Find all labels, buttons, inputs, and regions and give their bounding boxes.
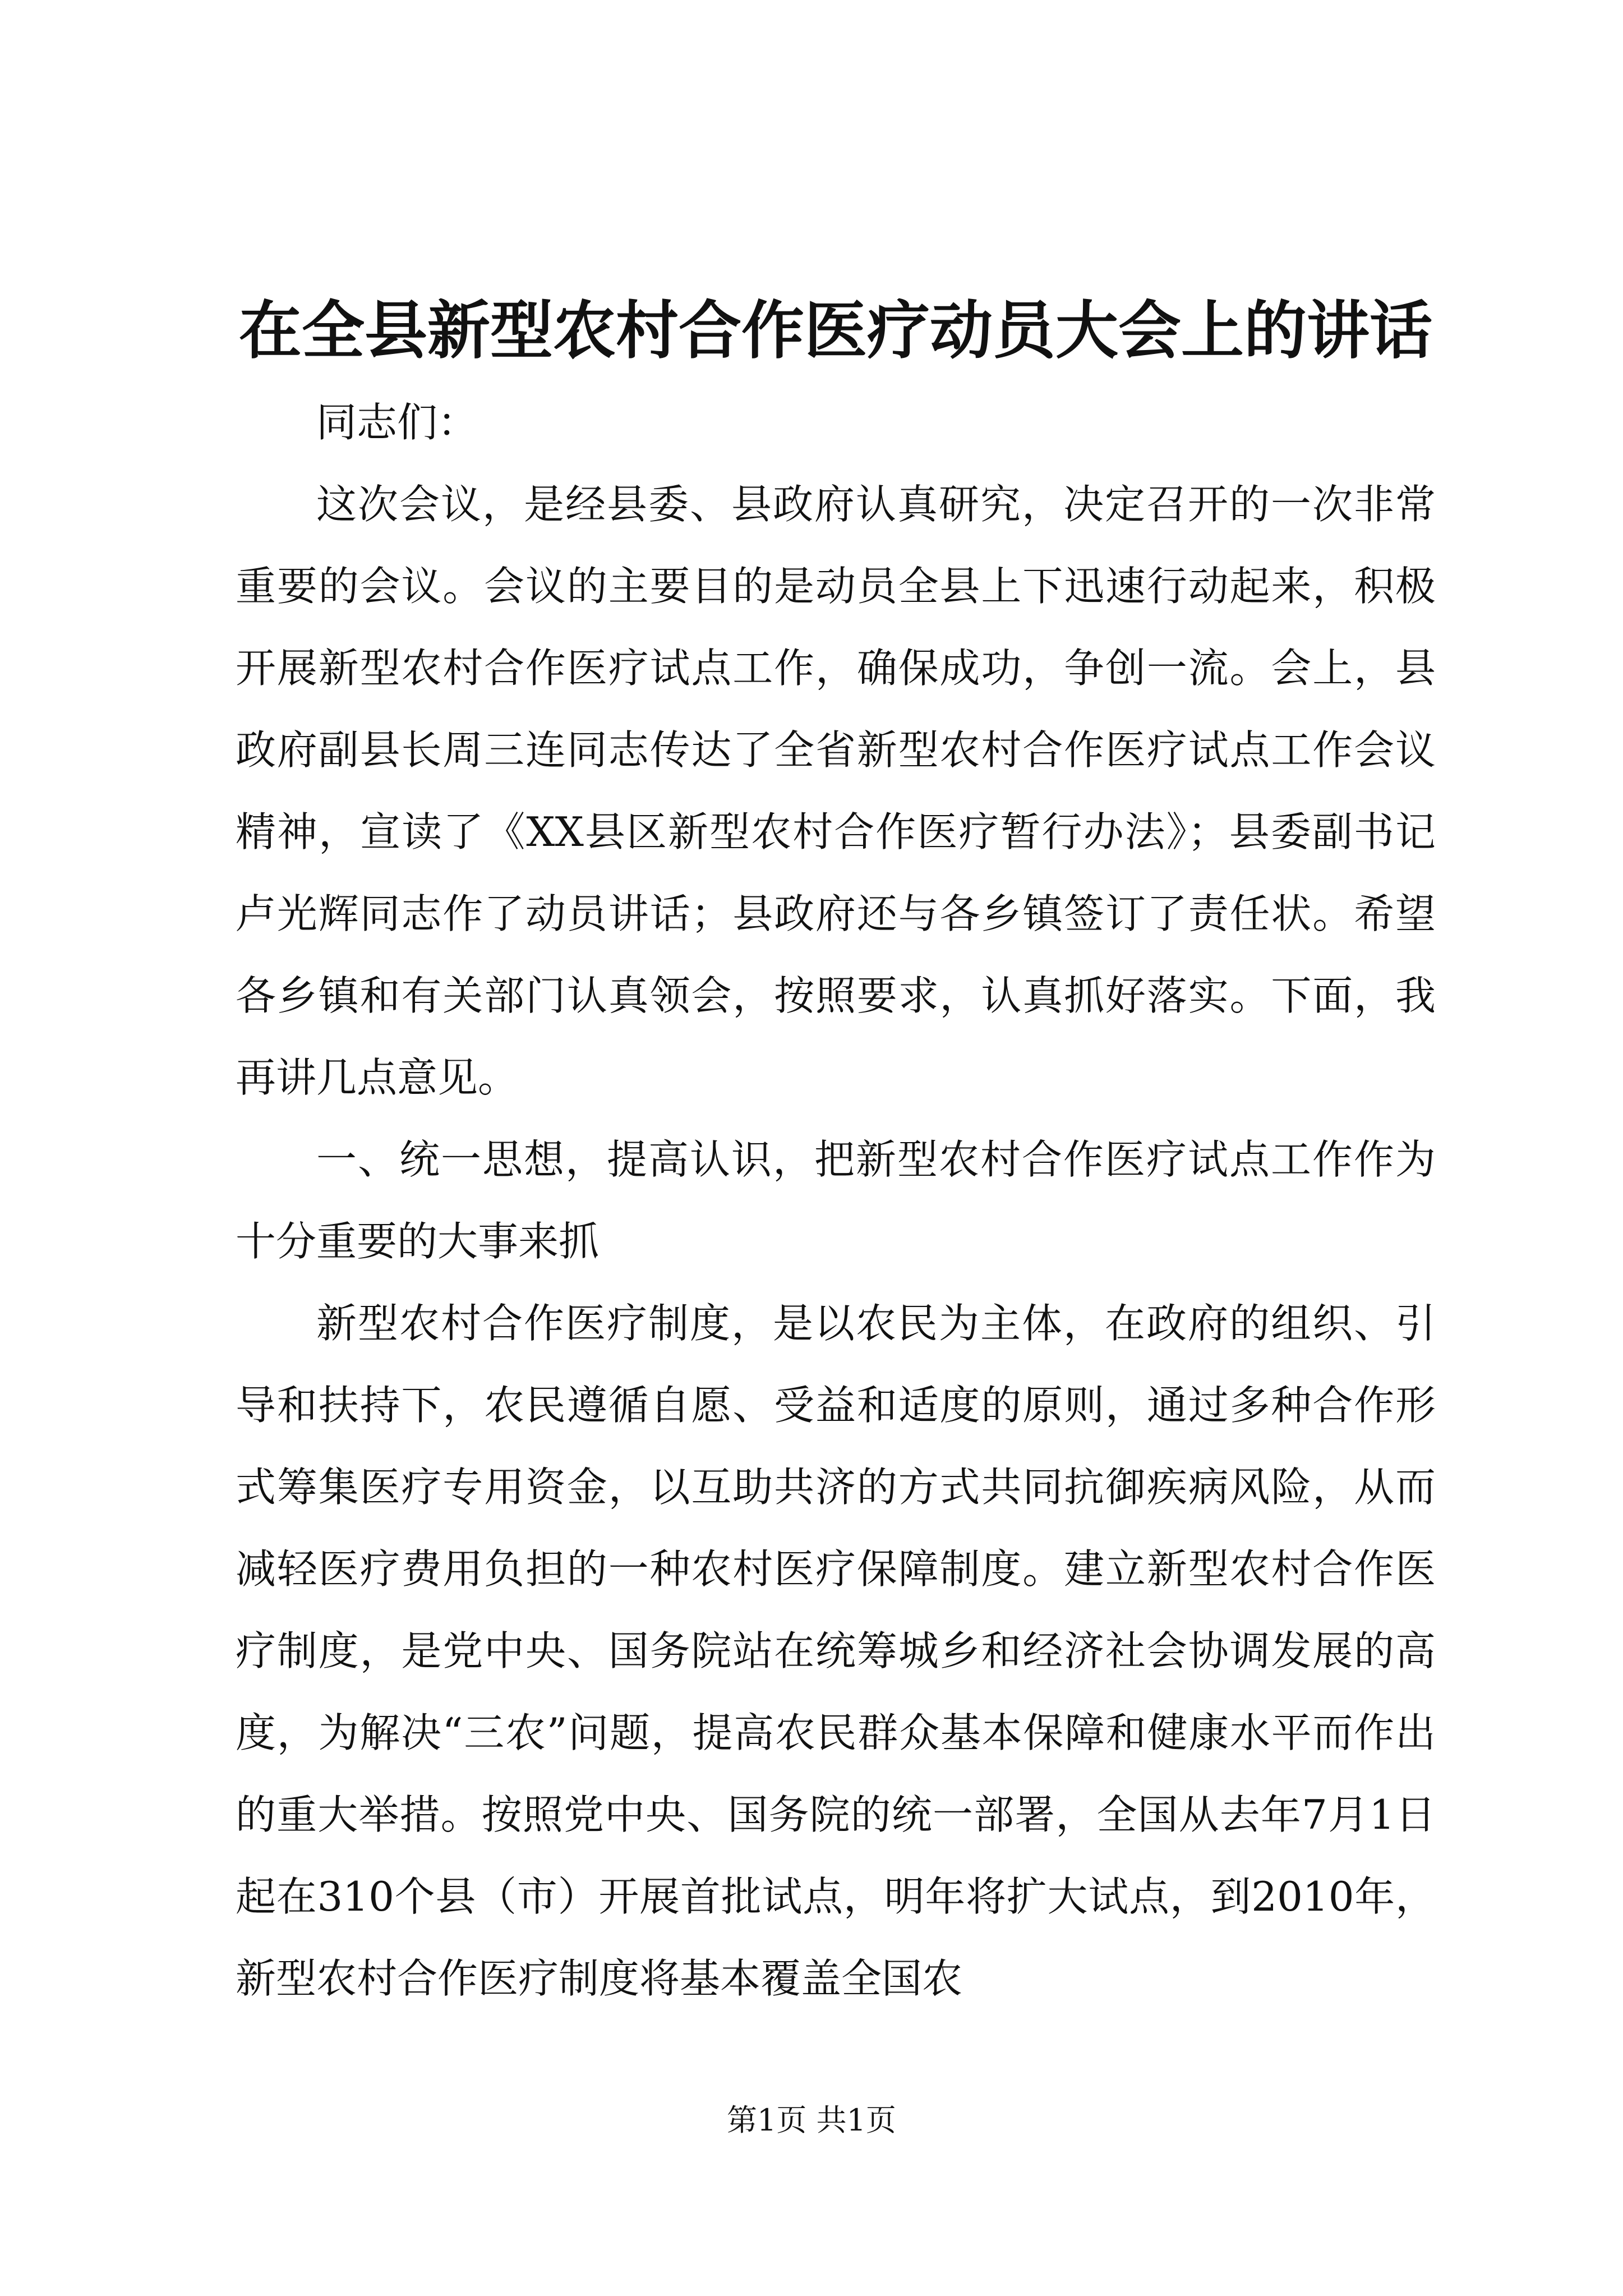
- document-body: [236, 381, 1436, 2019]
- paragraph-intro: 这次会议，是经县委、县政府认真研究，决定召开的一次非常重要的会议。会议的主要目的是动员全县上下迅速行动起来，积极开展新型农村合作医疗试点工作，确保成功，争创一流。会上，县政府副县长周三连同志传达了全省新型农村合作医疗试点工作会议精神，宣读了《XX县区新型农村合作医疗暂行办法》；县委副书记卢光辉同志作了动员讲话；县政府还与各乡镇签订了责任状。希望各乡镇和有关部门认真领会，按照要求，认真抓好落实。下面，我再讲几点意见。: [236, 481, 1436, 1101]
- page-footer: 第1页 共1页: [727, 2102, 896, 2138]
- section-heading-1: 一、统一思想，提高认识，把新型农村合作医疗试点工作作为十分重要的大事来抓: [236, 1136, 1436, 1265]
- salutation: 同志们：: [316, 399, 478, 446]
- paragraph-section-1: 新型农村合作医疗制度，是以农民为主体，在政府的组织、引导和扶持下，农民遵循自愿、受益和适度的原则，通过多种合作形式筹集医疗专用资金，以互助共济的方式共同抗御疾病风险，从而减轻医疗费用负担的一种农村医疗保障制度。建立新型农村合作医疗制度，是党中央、国务院站在统筹城乡和经济社会协调发展的高度，为解决“三农”问题，提高农民群众基本保障和健康水平而作出的重大举措。按照党中央、国务院的统一部署，全国从去年7月1日起在310个县（市）开展首批试点，明年将扩大试点，到2010年，新型农村合作医疗制度将基本覆盖全国农: [236, 1300, 1436, 2002]
- document-title: 在全县新型农村合作医疗动员大会上的讲话: [239, 294, 1432, 367]
